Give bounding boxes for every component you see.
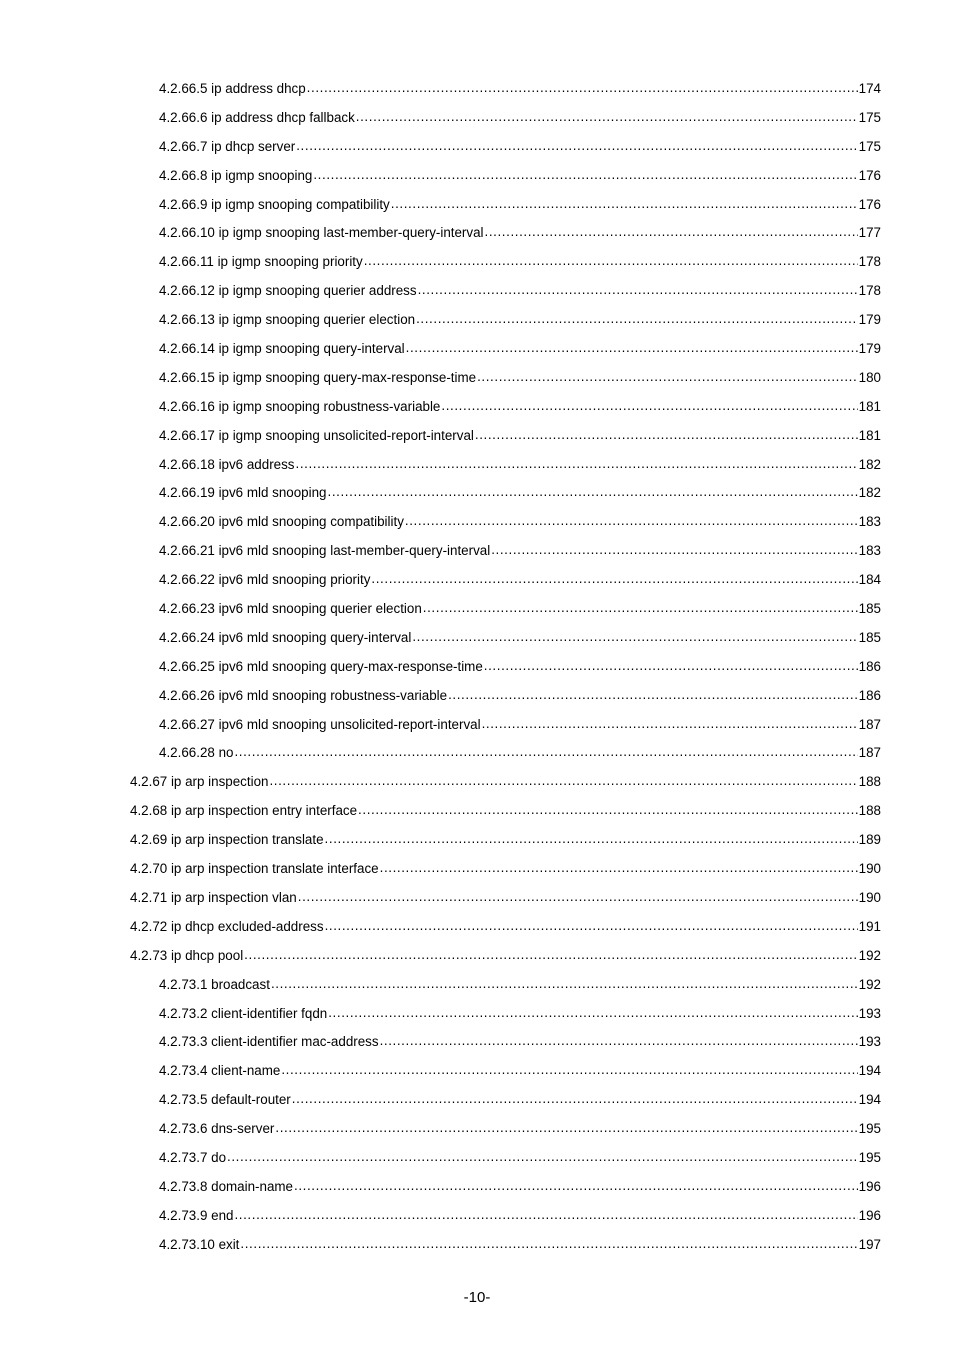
toc-entry-page: 195 [858, 1121, 881, 1137]
toc-dot-leader [328, 999, 857, 1028]
toc-entry-label: 4.2.66.6 ip address dhcp fallback [159, 109, 355, 125]
toc-entry[interactable] [0, 393, 881, 422]
toc-entry-page: 187 [858, 745, 881, 761]
toc-entry-page: 193 [858, 1034, 881, 1050]
toc-dot-leader [358, 796, 858, 825]
toc-dot-leader [234, 738, 857, 767]
toc-entry[interactable] [0, 797, 881, 826]
toc-entry-label: 4.2.66.11 ip igmp snooping priority [159, 254, 363, 270]
toc-entry[interactable] [0, 1115, 881, 1144]
toc-entry-label: 4.2.73.1 broadcast [159, 976, 270, 992]
toc-dot-leader [234, 1201, 857, 1230]
toc-entry[interactable] [0, 335, 881, 364]
toc-entry-label: 4.2.66.17 ip igmp snooping unsolicited-report-interval [159, 427, 474, 443]
toc-entry[interactable] [0, 739, 881, 768]
toc-entry-page: 188 [858, 803, 881, 819]
toc-entry-label: 4.2.73.8 domain-name [159, 1178, 293, 1194]
toc-dot-leader [475, 421, 858, 450]
toc-dot-leader [227, 1143, 858, 1172]
toc-dot-leader [491, 536, 857, 565]
toc-entry[interactable] [0, 682, 881, 711]
toc-entry-label: 4.2.66.9 ip igmp snooping compatibility [159, 196, 390, 212]
toc-dot-leader [416, 305, 858, 334]
toc-entry-label: 4.2.66.20 ipv6 mld snooping compatibility [159, 514, 404, 530]
toc-entry-page: 189 [858, 832, 881, 848]
toc-entry-page: 175 [858, 138, 881, 154]
toc-entry[interactable] [0, 1231, 881, 1260]
toc-entry-label: 4.2.66.28 no [159, 745, 234, 761]
toc-entry-label: 4.2.66.21 ipv6 mld snooping last-member-query-interval [159, 543, 491, 559]
toc-dot-leader [307, 74, 858, 103]
toc-dot-leader [269, 767, 857, 796]
toc-dot-leader [244, 941, 857, 970]
toc-entry-label: 4.2.70 ip arp inspection translate interface [130, 861, 379, 877]
toc-dot-leader [423, 594, 858, 623]
toc-entry-page: 183 [858, 543, 881, 559]
toc-entry[interactable] [0, 595, 881, 624]
toc-dot-leader [325, 912, 858, 941]
toc-entry[interactable] [0, 711, 881, 740]
toc-entry[interactable] [0, 104, 881, 133]
toc-entry-page: 187 [858, 716, 881, 732]
toc-entry[interactable] [0, 537, 881, 566]
toc-entry-label: 4.2.73.4 client-name [159, 1063, 281, 1079]
toc-entry-label: 4.2.69 ip arp inspection translate [130, 832, 324, 848]
toc-entry-page: 183 [858, 514, 881, 530]
toc-entry-label: 4.2.66.16 ip igmp snooping robustness-variable [159, 398, 441, 414]
toc-dot-leader [296, 450, 858, 479]
toc-dot-leader [313, 161, 857, 190]
toc-entry-page: 186 [858, 658, 881, 674]
toc-dot-leader [271, 970, 858, 999]
toc-dot-leader [281, 1056, 857, 1085]
toc-dot-leader [448, 681, 858, 710]
toc-entry-page: 190 [858, 889, 881, 905]
toc-entry[interactable] [0, 479, 881, 508]
toc-entry-label: 4.2.66.14 ip igmp snooping query-interval [159, 341, 405, 357]
toc-entry-label: 4.2.66.18 ipv6 address [159, 456, 295, 472]
toc-entry[interactable] [0, 75, 881, 104]
toc-entry-label: 4.2.73 ip dhcp pool [130, 947, 244, 963]
toc-entry[interactable] [0, 451, 881, 480]
toc-dot-leader [412, 623, 857, 652]
toc-entry-page: 185 [858, 629, 881, 645]
toc-entry-label: 4.2.66.23 ipv6 mld snooping querier election [159, 601, 422, 617]
toc-entry-page: 195 [858, 1149, 881, 1165]
toc-entry-page: 188 [858, 774, 881, 790]
toc-dot-leader [240, 1230, 857, 1259]
toc-entry[interactable] [0, 913, 881, 942]
toc-entry-page: 175 [858, 109, 881, 125]
toc-entry-page: 181 [858, 398, 881, 414]
toc-entry-page: 176 [858, 196, 881, 212]
toc-entry-label: 4.2.73.10 exit [159, 1236, 240, 1252]
toc-entry[interactable] [0, 1144, 881, 1173]
toc-entry-page: 185 [858, 601, 881, 617]
toc-entry[interactable] [0, 1086, 881, 1115]
toc-entry-label: 4.2.72 ip dhcp excluded-address [130, 918, 324, 934]
toc-entry-page: 176 [858, 167, 881, 183]
toc-dot-leader [477, 363, 858, 392]
toc-dot-leader [441, 392, 857, 421]
toc-dot-leader [296, 132, 857, 161]
toc-entry-label: 4.2.66.10 ip igmp snooping last-member-query-interval [159, 225, 484, 241]
toc-entry[interactable] [0, 566, 881, 595]
toc-entry-page: 194 [858, 1063, 881, 1079]
page-number: -10- [463, 1289, 491, 1306]
toc-entry-label: 4.2.73.5 default-router [159, 1092, 291, 1108]
toc-entry-page: 181 [858, 427, 881, 443]
toc-entry-label: 4.2.66.25 ipv6 mld snooping query-max-response-time [159, 658, 483, 674]
toc-dot-leader [484, 652, 858, 681]
toc-entry-label: 4.2.66.27 ipv6 mld snooping unsolicited-report-interval [159, 716, 481, 732]
toc-entry-page: 180 [858, 369, 881, 385]
toc-dot-leader [418, 276, 858, 305]
toc-dot-leader [380, 854, 858, 883]
toc-list [0, 75, 881, 1260]
toc-entry-label: 4.2.71 ip arp inspection vlan [130, 889, 297, 905]
toc-entry[interactable] [0, 133, 881, 162]
toc-entry[interactable] [0, 1000, 881, 1029]
toc-entry-label: 4.2.66.22 ipv6 mld snooping priority [159, 572, 371, 588]
toc-dot-leader [482, 710, 858, 739]
toc-entry-label: 4.2.66.8 ip igmp snooping [159, 167, 313, 183]
toc-entry-page: 182 [858, 456, 881, 472]
toc-entry-page: 196 [858, 1178, 881, 1194]
toc-entry-label: 4.2.66.7 ip dhcp server [159, 138, 296, 154]
toc-dot-leader [292, 1085, 858, 1114]
toc-dot-leader [356, 103, 858, 132]
toc-entry[interactable] [0, 306, 881, 335]
toc-entry-label: 4.2.66.19 ipv6 mld snooping [159, 485, 327, 501]
table-of-contents [0, 75, 954, 1260]
toc-entry-page: 194 [858, 1092, 881, 1108]
toc-dot-leader [371, 565, 857, 594]
toc-entry-label: 4.2.66.12 ip igmp snooping querier address [159, 283, 417, 299]
toc-dot-leader [485, 218, 858, 247]
toc-entry-label: 4.2.73.6 dns-server [159, 1121, 275, 1137]
toc-dot-leader [325, 825, 858, 854]
toc-dot-leader [364, 247, 858, 276]
toc-entry[interactable] [0, 162, 881, 191]
toc-entry[interactable] [0, 1028, 881, 1057]
toc-entry[interactable] [0, 942, 881, 971]
toc-entry[interactable] [0, 277, 881, 306]
toc-entry-page: 197 [858, 1236, 881, 1252]
toc-entry-label: 4.2.66.26 ipv6 mld snooping robustness-variable [159, 687, 448, 703]
toc-entry[interactable] [0, 191, 881, 220]
toc-entry-label: 4.2.73.9 end [159, 1207, 234, 1223]
toc-entry[interactable] [0, 508, 881, 537]
toc-entry[interactable] [0, 1173, 881, 1202]
toc-entry-page: 184 [858, 572, 881, 588]
toc-entry-page: 196 [858, 1207, 881, 1223]
toc-entry[interactable] [0, 768, 881, 797]
toc-entry-label: 4.2.73.3 client-identifier mac-address [159, 1034, 379, 1050]
toc-dot-leader [298, 883, 858, 912]
toc-entry[interactable] [0, 422, 881, 451]
toc-entry[interactable] [0, 855, 881, 884]
toc-entry[interactable] [0, 1202, 881, 1231]
toc-entry-page: 174 [858, 81, 881, 96]
toc-dot-leader [380, 1027, 858, 1056]
toc-entry-page: 192 [858, 976, 881, 992]
toc-entry-label: 4.2.68 ip arp inspection entry interface [130, 803, 358, 819]
toc-entry-page: 182 [858, 485, 881, 501]
toc-entry-page: 179 [858, 312, 881, 328]
toc-entry-page: 177 [858, 225, 881, 241]
toc-entry[interactable] [0, 653, 881, 682]
toc-entry-label: 4.2.66.24 ipv6 mld snooping query-interval [159, 629, 412, 645]
toc-entry-page: 186 [858, 687, 881, 703]
toc-entry[interactable] [0, 219, 881, 248]
toc-entry-page: 191 [858, 918, 881, 934]
toc-dot-leader [405, 507, 858, 536]
toc-entry[interactable] [0, 248, 881, 277]
toc-entry-label: 4.2.73.2 client-identifier fqdn [159, 1005, 328, 1021]
toc-entry[interactable] [0, 884, 881, 913]
toc-dot-leader [328, 478, 858, 507]
toc-entry-page: 178 [858, 283, 881, 299]
toc-entry-label: 4.2.67 ip arp inspection [130, 774, 269, 790]
toc-entry[interactable] [0, 364, 881, 393]
toc-dot-leader [391, 190, 858, 219]
toc-dot-leader [294, 1172, 858, 1201]
toc-entry-page: 192 [858, 947, 881, 963]
toc-entry[interactable] [0, 826, 881, 855]
toc-entry-page: 190 [858, 861, 881, 877]
toc-entry-page: 179 [858, 341, 881, 357]
toc-entry-page: 178 [858, 254, 881, 270]
toc-entry[interactable] [0, 624, 881, 653]
toc-entry-label: 4.2.66.13 ip igmp snooping querier election [159, 312, 416, 328]
toc-dot-leader [275, 1114, 857, 1143]
toc-entry-label: 4.2.73.7 do [159, 1149, 227, 1165]
toc-entry-label: 4.2.66.5 ip address dhcp [159, 81, 306, 96]
toc-dot-leader [406, 334, 858, 363]
toc-entry-label: 4.2.66.15 ip igmp snooping query-max-response-time [159, 369, 477, 385]
toc-entry[interactable] [0, 1057, 881, 1086]
toc-entry[interactable] [0, 971, 881, 1000]
toc-entry-page: 193 [858, 1005, 881, 1021]
